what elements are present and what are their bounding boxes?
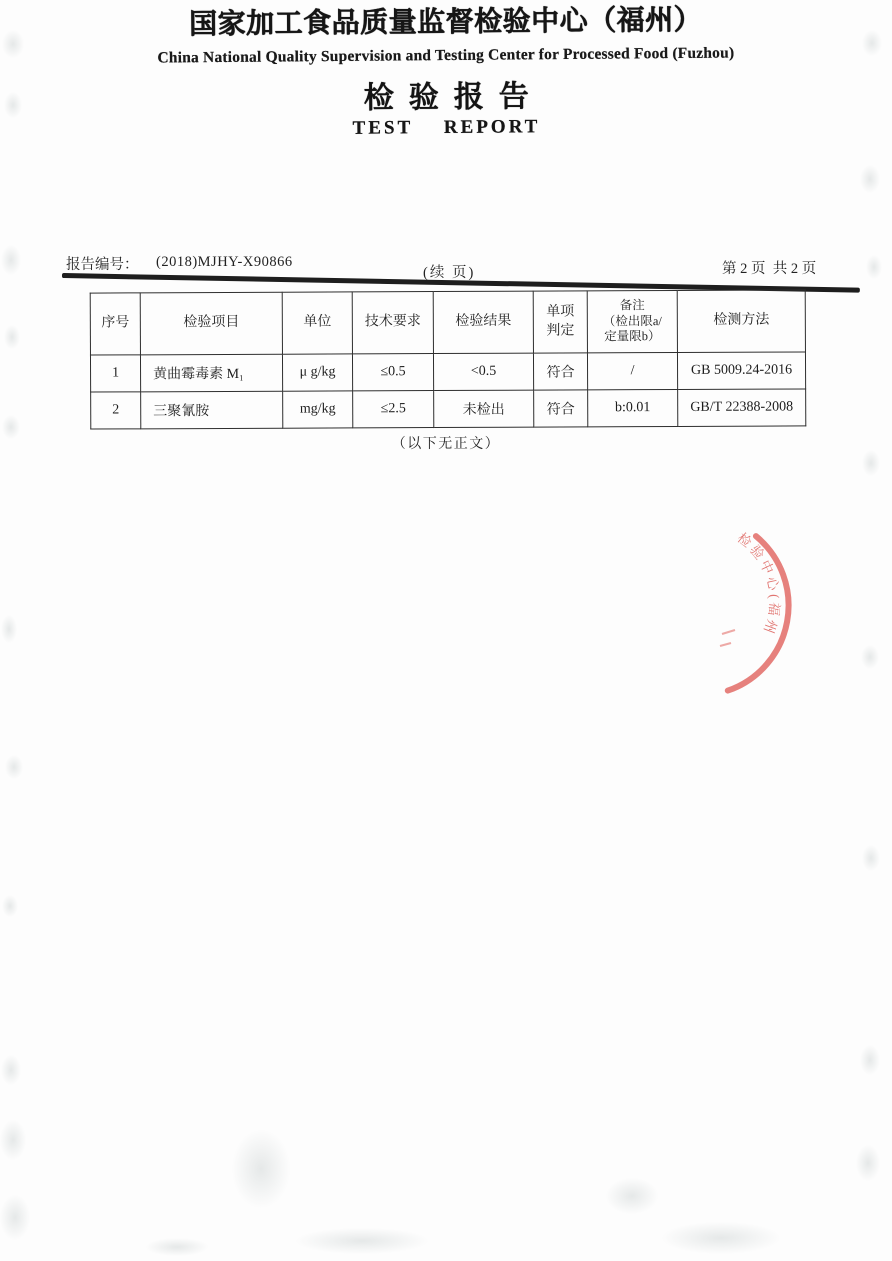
- scan-smudge: [662, 1222, 780, 1254]
- center-name-english: China National Quality Supervision and Testing Center for Processed Food (Fuzhou): [157, 44, 735, 67]
- no-further-text-note: （以下无正文）: [391, 437, 501, 452]
- table-row: [90, 352, 805, 392]
- scan-smudge: [862, 845, 880, 871]
- report-no-value: (2018)MJHY-X90866: [156, 254, 293, 270]
- cell-method: GB/T 22388-2008: [678, 389, 806, 427]
- scan-smudge: [5, 755, 23, 779]
- col-header-judgment: 单项 判定: [533, 291, 587, 353]
- cell-requirement: ≤2.5: [353, 391, 434, 428]
- col-header-requirement: 技术要求: [352, 292, 433, 354]
- col-header-remark: 备注 （检出限a/ 定量限b）: [587, 290, 677, 352]
- scan-smudge: [856, 1145, 880, 1181]
- scan-smudge: [1, 615, 17, 643]
- cell-method: GB 5009.24-2016: [677, 352, 805, 390]
- center-name-chinese: 国家加工食品质量监督检验中心（福州）: [188, 4, 703, 41]
- table-row: [91, 389, 806, 429]
- scan-smudge: [0, 1120, 26, 1160]
- col-header-test-item: 检验项目: [140, 292, 282, 355]
- report-title-english: TEST REPORT: [352, 116, 541, 139]
- cell-seq-no: 1: [90, 355, 140, 392]
- col-header-seq-no: 序号: [90, 293, 140, 355]
- continuation-note: (续 页): [423, 265, 476, 281]
- scan-smudge: [861, 645, 879, 669]
- cell-seq-no: 2: [91, 392, 141, 429]
- report-header: [0, 0, 892, 143]
- cell-test-item: 黄曲霉毒素 M₁: [140, 354, 282, 392]
- table-header-row: [90, 290, 805, 355]
- report-no-label: 报告编号：: [66, 257, 139, 273]
- seal-text: 检验中心(福州: [734, 530, 783, 638]
- scan-smudge: [146, 1238, 208, 1256]
- scan-smudge: [860, 165, 880, 193]
- cell-unit: μ g/kg: [282, 354, 352, 391]
- report-title-chinese: 检 验 报 告: [363, 80, 529, 115]
- cell-judgment: 符合: [533, 353, 587, 390]
- cell-unit: mg/kg: [283, 391, 353, 428]
- scan-smudge: [0, 1195, 30, 1240]
- col-header-unit: 单位: [282, 292, 352, 354]
- cell-remark: /: [587, 352, 677, 389]
- scan-smudge: [232, 1130, 290, 1208]
- cell-judgment: 符合: [534, 390, 588, 427]
- cell-remark: b:0.01: [588, 389, 678, 426]
- scan-smudge: [1, 245, 21, 275]
- scan-smudge: [862, 450, 880, 476]
- scan-smudge: [296, 1228, 428, 1254]
- scan-smudge: [860, 1045, 880, 1075]
- seal-ink-marks: [720, 630, 735, 646]
- scan-smudge: [1, 1055, 21, 1085]
- official-seal-stamp: [638, 506, 863, 731]
- cell-result: <0.5: [433, 353, 533, 390]
- cell-result: 未检出: [434, 390, 534, 427]
- page-indicator: 第 2 页 共 2 页: [722, 261, 817, 277]
- scan-smudge: [4, 325, 20, 349]
- scan-smudge: [2, 895, 18, 917]
- col-header-result: 检验结果: [433, 291, 533, 353]
- scan-smudge: [606, 1178, 658, 1214]
- col-header-method: 检测方法: [677, 290, 805, 353]
- test-results-table: [90, 289, 807, 429]
- cell-requirement: ≤0.5: [352, 354, 433, 391]
- scan-smudge: [866, 255, 882, 279]
- cell-test-item: 三聚氰胺: [141, 391, 283, 429]
